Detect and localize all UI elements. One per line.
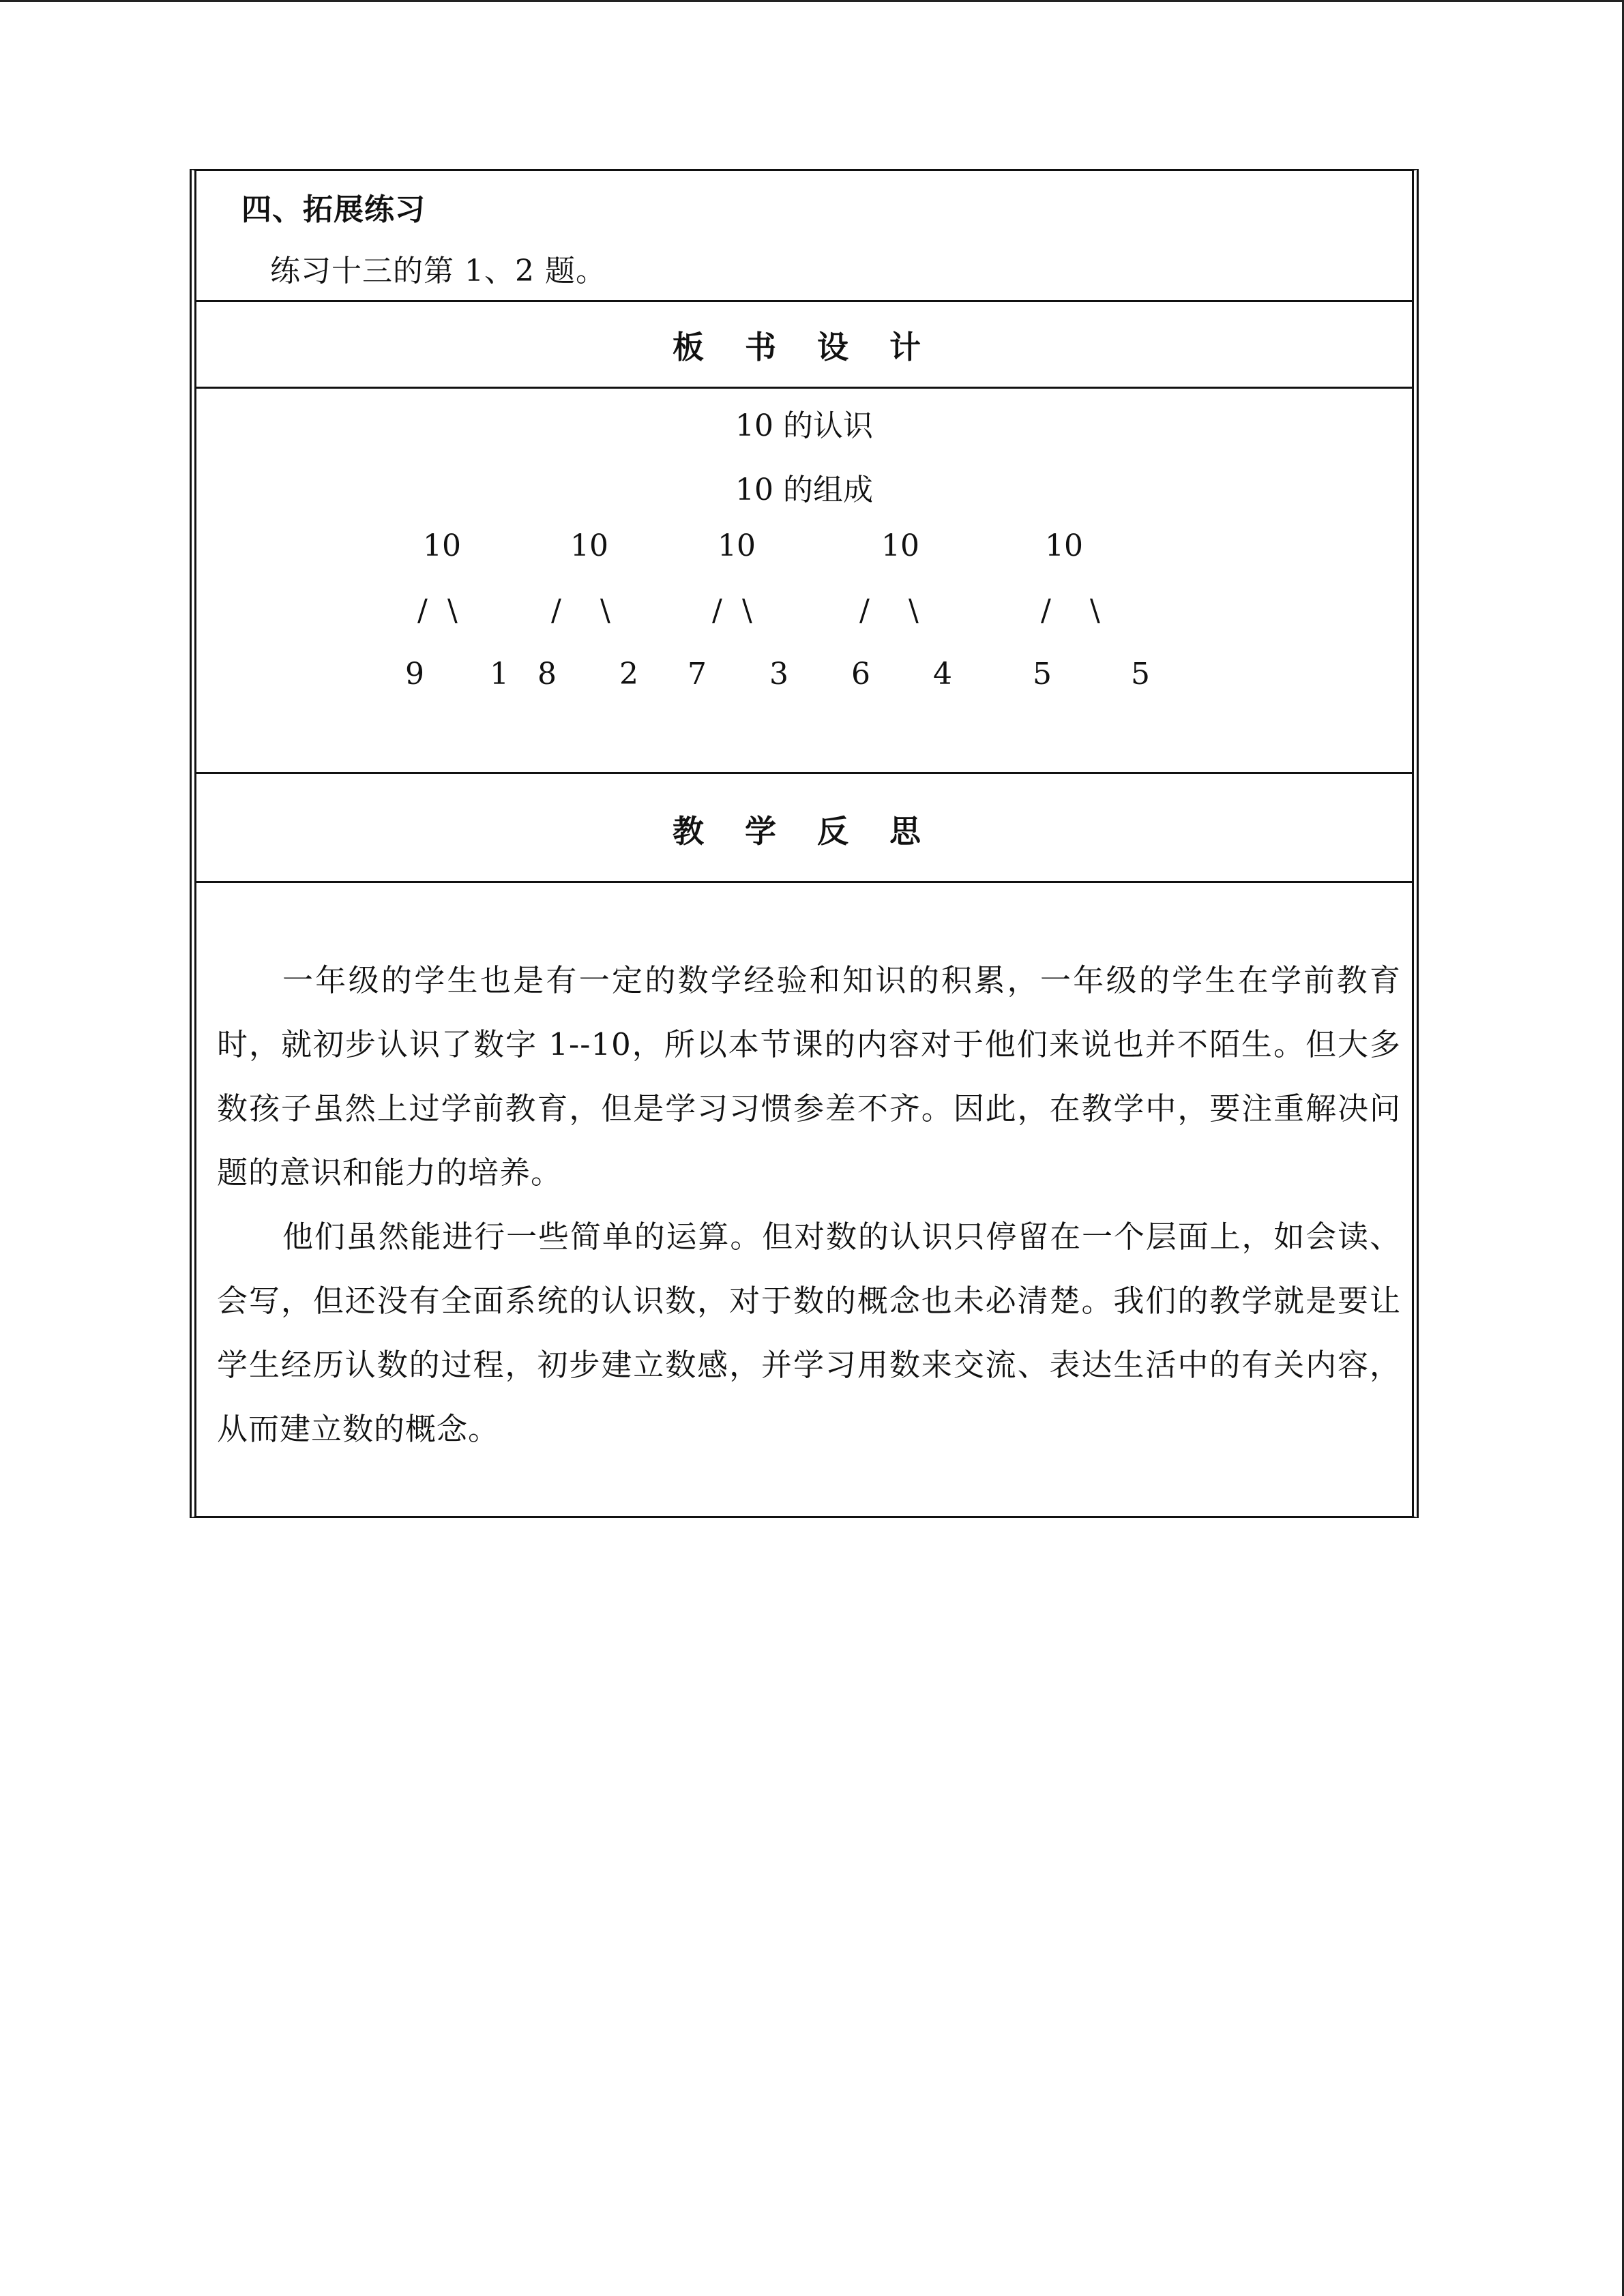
tree-left-part: 9 xyxy=(405,657,424,691)
tree-total: 10 xyxy=(570,528,608,563)
board-subtitle: 10 的组成 xyxy=(735,473,873,507)
lesson-plan-table xyxy=(190,169,1419,1518)
tree-left-part: 7 xyxy=(688,657,707,691)
extension-practice-title: 四、拓展练习 xyxy=(241,192,426,227)
tree-branch-right: \ xyxy=(600,593,610,628)
tree-left-part: 8 xyxy=(537,657,557,691)
tree-branch-right: \ xyxy=(447,593,458,628)
tree-right-part: 5 xyxy=(1131,657,1150,691)
tree-left-part: 5 xyxy=(1033,657,1052,691)
tree-right-part: 3 xyxy=(769,657,788,691)
tree-total: 10 xyxy=(423,528,461,563)
tree-right-part: 4 xyxy=(933,657,952,691)
reflection-paragraph: 他们虽然能进行一些简单的运算。但对数的认识只停留在一个层面上，如会读、会写，但还没有全面系统的认识数，对于数的概念也未必清楚。我们的教学就是要让学生经历认数的过程，初步建立数感，并学习用数来交流、表达生活中的有关内容，从而建立数的概念。 xyxy=(217,1219,1401,1447)
board-design-header-row xyxy=(196,302,1412,389)
tree-total: 10 xyxy=(881,528,919,563)
tree-branch-left: / xyxy=(417,593,428,628)
reflection-paragraph: 一年级的学生也是有一定的数学经验和知识的积累，一年级的学生在学前教育时，就初步认识了数字 1--10，所以本节课的内容对于他们来说也并不陌生。但大多数孩子虽然上过学前教育，但是学习习惯参差不齐。因此，在教学中，要注重解决问题的意识和能力的培养。 xyxy=(217,962,1401,1191)
page-border-top xyxy=(0,0,1624,2)
tree-total: 10 xyxy=(718,528,756,563)
tree-branch-left: / xyxy=(1041,593,1051,628)
tree-branch-left: / xyxy=(712,593,722,628)
board-design-content xyxy=(196,389,1412,774)
teaching-reflection-heading: 教 学 反 思 xyxy=(672,813,936,850)
tree-branch-right: \ xyxy=(909,593,919,628)
tree-left-part: 6 xyxy=(851,657,870,691)
tree-right-part: 2 xyxy=(619,657,638,691)
teaching-reflection-header-row xyxy=(196,774,1412,883)
teaching-reflection-content xyxy=(196,883,1412,1516)
extension-practice-section xyxy=(196,171,1412,302)
board-design-heading: 板 书 设 计 xyxy=(672,329,936,366)
tree-branch-left: / xyxy=(859,593,870,628)
tree-branch-left: / xyxy=(551,593,561,628)
tree-total: 10 xyxy=(1045,528,1083,563)
tree-branch-right: \ xyxy=(742,593,752,628)
extension-practice-body: 练习十三的第 1、2 题。 xyxy=(270,254,606,288)
tree-branch-right: \ xyxy=(1090,593,1100,628)
tree-right-part: 1 xyxy=(490,657,509,691)
board-title: 10 的认识 xyxy=(735,408,873,443)
